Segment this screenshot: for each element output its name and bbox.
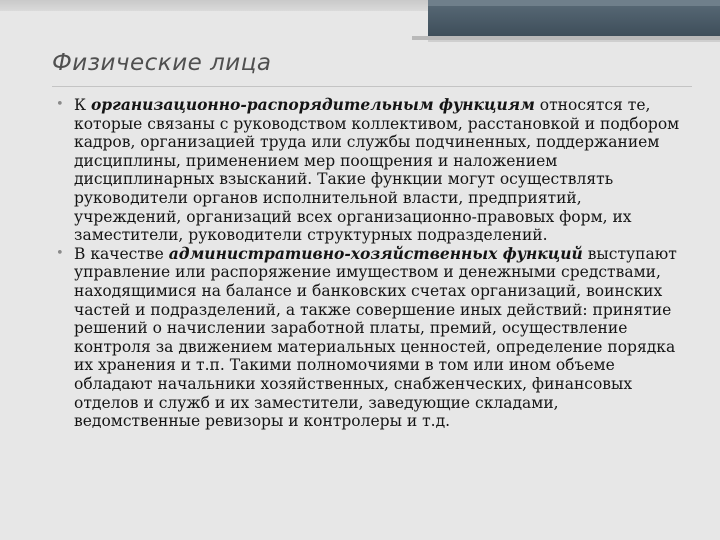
slide-title: Физические лица xyxy=(52,50,272,76)
bullet-emphasis: административно-хозяйственных функций xyxy=(168,243,583,263)
bullet-text: выступают управление или распоряжение имуществом и денежными средствами, находящимися на балансе и банковских счетах организаций, воинских частей и подразделений, а также совершение иных действий: принятие решений о начислении заработной платы, премий, осуществление контроля за движением материальных ценностей, определение порядка их хранения и т.п. Такими полномочиями в том или ином объеме обладают начальники хозяйственных, снабженческих, финансовых отделов и служб и их заместители, заведующие складами, ведомственные ревизоры и контролеры и т.д. xyxy=(74,244,677,431)
corner-decoration xyxy=(428,0,720,36)
bullet-item xyxy=(54,96,684,245)
slide-content xyxy=(54,96,684,431)
bullet-intro: К xyxy=(74,96,91,114)
bullet-item xyxy=(54,245,684,431)
corner-fold xyxy=(428,0,720,6)
bullet-icon: • xyxy=(56,245,64,261)
bullet-intro: В качестве xyxy=(74,244,169,263)
bullet-icon: • xyxy=(56,97,64,112)
bullet-text: относятся те, которые связаны с руководством коллективом, расстановкой и подбором кадров, организацией труда или службы подчиненных, поддержанием дисциплины, применением мер поощрения и наложением дисциплинарных взысканий. Такие функции могут осуществлять руководители органов исполнительной власти, предприятий, учреждений, организаций всех организационно-правовых форм, их заместители, руководители структурных подразделений. xyxy=(74,96,680,245)
title-divider xyxy=(52,86,692,87)
corner-stripe-secondary xyxy=(428,40,720,42)
bullet-emphasis: организационно-распорядительным функциям xyxy=(90,95,535,114)
